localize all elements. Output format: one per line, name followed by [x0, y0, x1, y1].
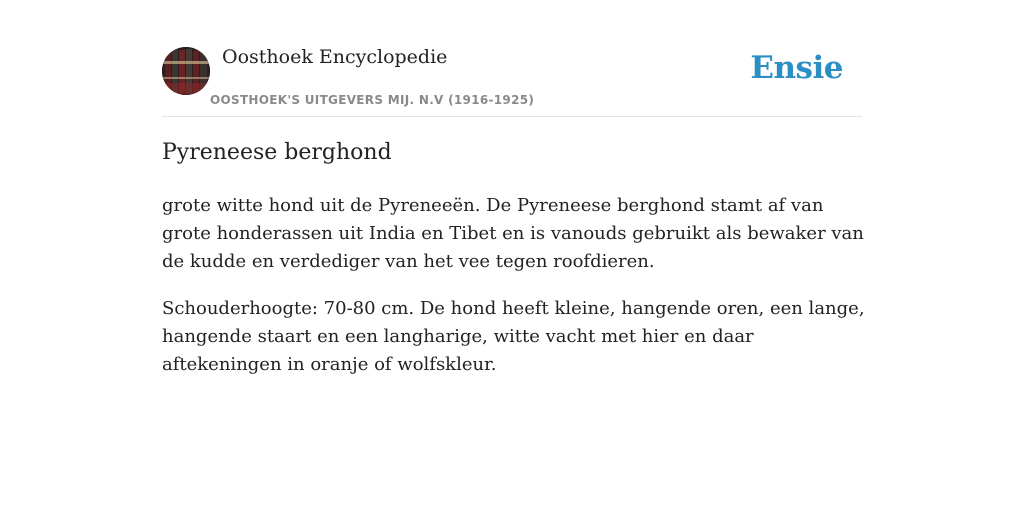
publication-header	[162, 46, 862, 117]
book-spines-icon	[162, 47, 210, 95]
publication-title[interactable]: Oosthoek Encyclopedie	[222, 46, 448, 68]
ensie-logo-link[interactable]: Ensie	[750, 50, 843, 86]
article-paragraph: Schouderhoogte: 70-80 cm. De hond heeft kleine, hangende oren, een lange, hangende staart en een langharige, witte vacht met hier en daar aftekeningen in oranje of wolfskleur.	[162, 298, 865, 375]
article-title: Pyreneese berghond	[162, 140, 392, 165]
article-paragraph: grote witte hond uit de Pyreneeën. De Pyreneese berghond stamt af van grote honderassen uit India en Tibet en is vanouds gebruikt als bewaker van de kudde en verdediger van het vee tegen roofdieren.	[162, 195, 864, 272]
publication-avatar[interactable]	[162, 47, 210, 95]
article-body	[162, 192, 874, 398]
publisher-subtitle: OOSTHOEK'S UITGEVERS MIJ. N.V (1916-1925)	[210, 93, 535, 107]
